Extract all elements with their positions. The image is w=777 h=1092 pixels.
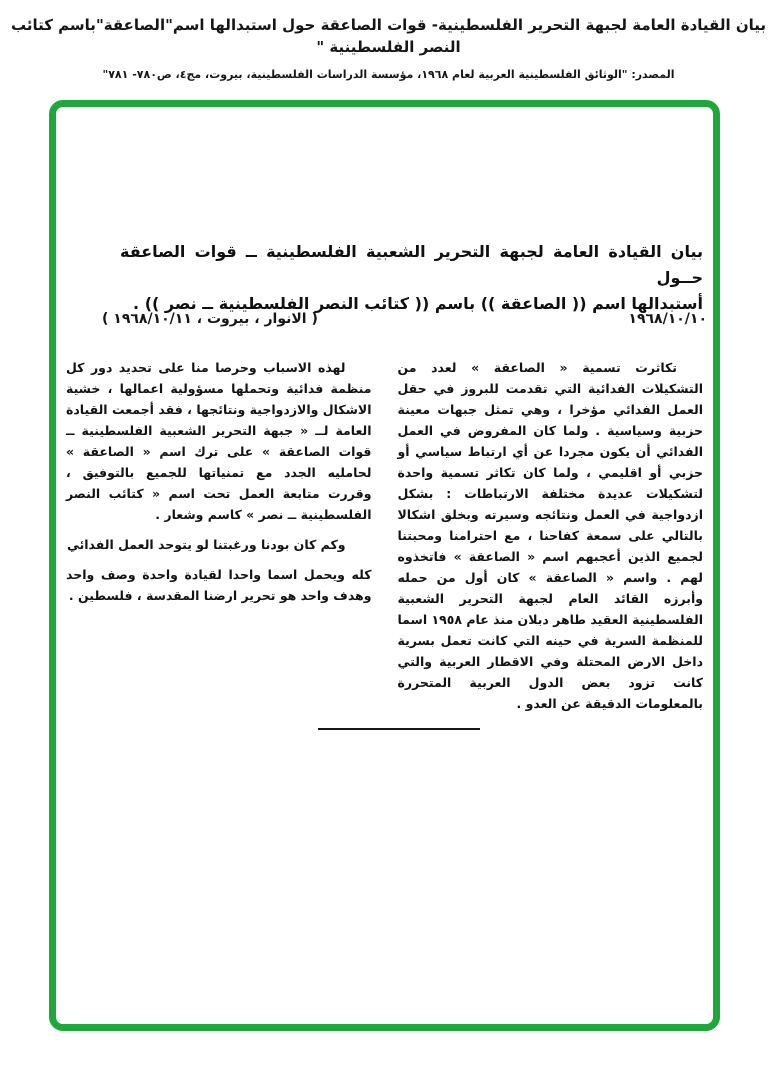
paragraph: وكم كان بودنا ورغبتنا لو يتوحد العمل الفدائي bbox=[66, 537, 346, 552]
document-body bbox=[66, 357, 703, 714]
divider-rule bbox=[318, 728, 480, 730]
document-title bbox=[120, 239, 703, 317]
document-date: ١٩٦٨/١٠/١٠ bbox=[628, 311, 707, 327]
paragraph: لهذه الاسباب وحرصا منا على تحديد دور كل منظمة فدائية وتحملها مسؤولية اعمالها ، خشية الاشكال والازدواجية ونتائجها ، فقد أجمعت القيادة العامة لــ « جبهة التحرير الشعبية الفلسطينية ــ قوات الصاعقة » على ترك اسم « الصاعقة » لحامليه الجدد مع تمنياتها للجميع بالتوفيق ، وقررت متابعة العمل تحت اسم « كتائب النصر الفلسطينية ــ نصر » كاسم وشعار . bbox=[66, 360, 372, 522]
caption-title: بيان القيادة العامة لجبهة التحرير الفلسطينية- قوات الصاعقة حول استبدالها اسم"الصاعقة"باسم كتائب النصر الفلسطينية " bbox=[10, 16, 767, 56]
document-scan-frame bbox=[49, 100, 720, 1031]
paragraph: تكاثرت تسمية « الصاعقة » لعدد من التشكيلات الفدائية التي تقدمت للبروز في حقل العمل الفدائي مؤخرا ، وهي تمثل جبهات معينة حزبية وسياسية . ولما كان المفروض في العمل الفدائي أن يكون مجردا عن أي ارتباط سياسي أو حزبي أو اقليمي ، ولما كان تكاثر تسمية واحدة لتشكيلات عديدة مختلفة الارتباطات : بشكل ازدواجية في العمل ونتائجه وسيرته وبخلق اشكالا بالتالي على سمعة كفاحنا ، مع احترامنا ومحبتنا لجميع الذين أعجبهم اسم « الصاعقة » فاتخذوه لهم . واسم « الصاعقة » كان أول من حمله وأبرزه القائد العام لجبهة التحرير الشعبية الفلسطينية العقيد طاهر دبلان منذ عام ١٩٥٨ اسما للمنظمة السرية في حينه التي كانت تعمل بسرية داخل الارض المحتلة وفي الاقطار العربية والتي كانت تزود بعض الدول العربية المتحررة بالمعلومات الدقيقة عن العدو . bbox=[397, 360, 703, 711]
body-column-right bbox=[398, 357, 704, 714]
caption-source: المصدر: "الوثائق الفلسطينية العربية لعام ١٩٦٨، مؤسسة الدراسات الفلسطينية، بيروت، مج٤، ص٧٨٠- ٧٨١" bbox=[102, 68, 675, 81]
document-title-line2: أستبدالها اسم (( الصاعقة )) باسم (( كتائب النصر الفلسطينية ــ نصر )) . bbox=[133, 294, 703, 313]
body-column-left bbox=[66, 357, 372, 714]
paragraph: كله ويحمل اسما واحدا لقيادة واحدة وصف واحد وهدف واحد هو تحرير ارضنا المقدسة ، فلسطين . bbox=[66, 567, 372, 603]
document-title-line1: بيان القيادة العامة لجبهة التحرير الشعبية الفلسطينية ــ قوات الصاعقة حــول bbox=[120, 242, 703, 287]
page-caption bbox=[0, 14, 777, 82]
document-source-citation: ( الانوار ، بيروت ، ١٩٦٨/١٠/١١ ) bbox=[102, 311, 318, 327]
scanned-page bbox=[56, 107, 713, 1024]
